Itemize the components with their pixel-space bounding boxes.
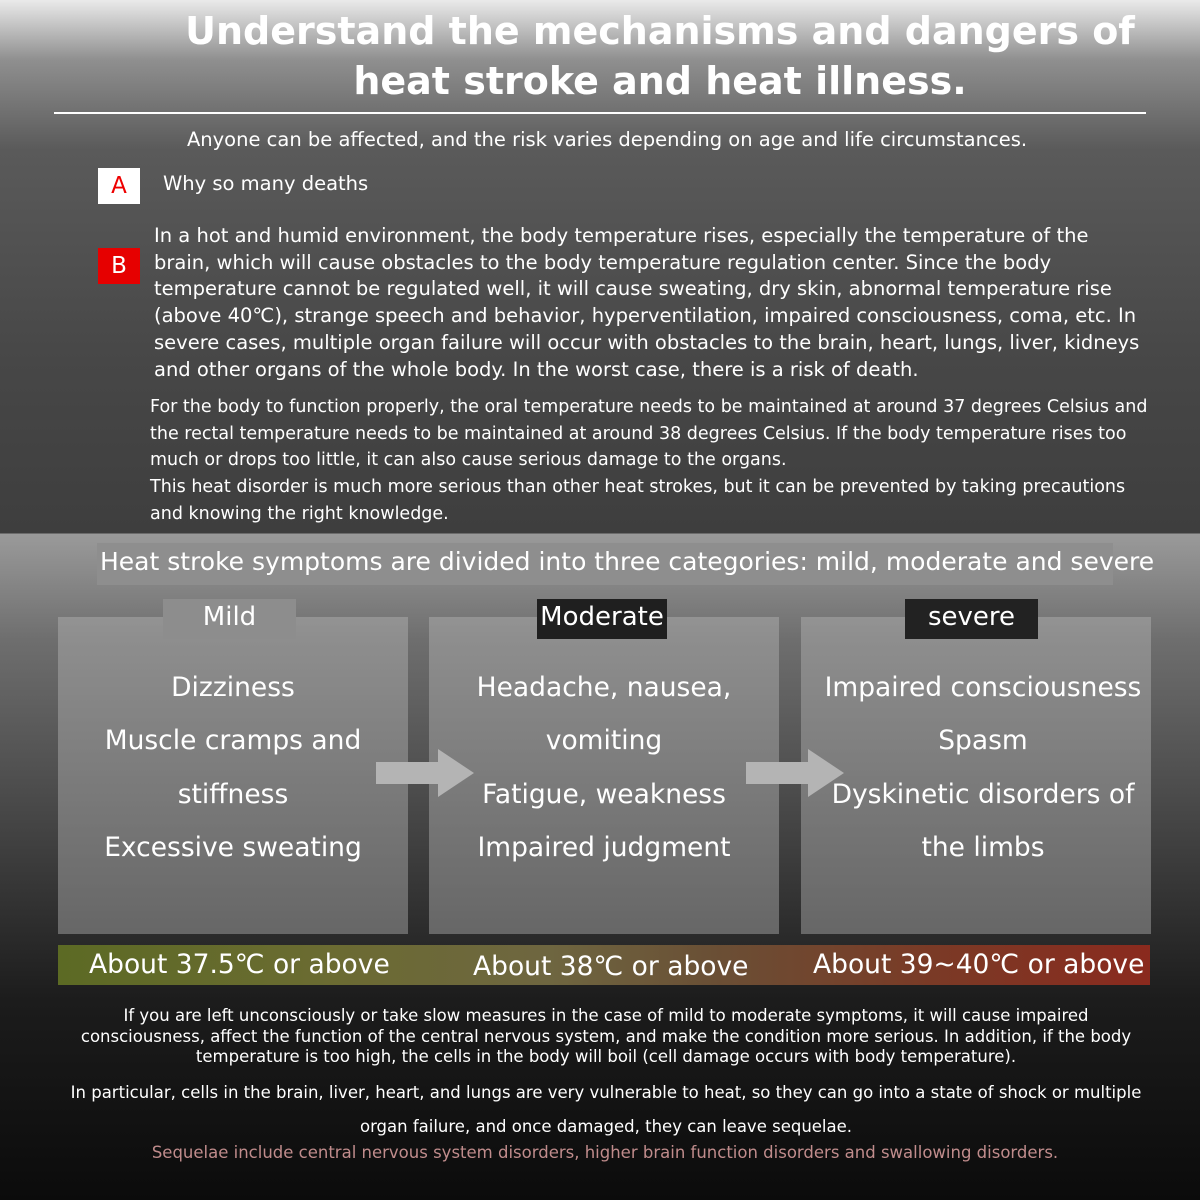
title-divider — [54, 112, 1146, 114]
footer-line: organ failure, and once damaged, they can leave sequelae. — [359, 1116, 853, 1136]
symptom-line: Muscle cramps and — [104, 725, 362, 757]
severe-temperature: About 39~40℃ or above — [813, 949, 1145, 980]
symptoms-banner: Heat stroke symptoms are divided into three categories: mild, moderate and severe — [97, 543, 1113, 585]
symptom-line: Impaired consciousness — [824, 672, 1142, 703]
right-arrow-icon — [376, 749, 476, 797]
prevention-paragraph: This heat disorder is much more serious than other heat strokes, but it can be prevented by taking precautions and knowing the right knowledge. — [150, 477, 1126, 524]
symptom-line: stiffness — [177, 778, 289, 810]
sequelae-note: Sequelae include central nervous system disorders, higher brain function disorders and swallowing disorders. — [151, 1143, 1059, 1162]
body-temperature-paragraph: For the body to function properly, the oral temperature needs to be maintained at around 37 degrees Celsius and the rectal temperature needs to be maintained at around 38 degrees Celsius. If the body temperature rises too much or drops too little, it can also cause serious damage to the organs. — [150, 397, 1148, 471]
symptom-line: Dizziness — [171, 672, 295, 703]
symptom-line: Impaired judgment — [477, 831, 731, 863]
symptom-line: Fatigue, weakness — [482, 778, 726, 810]
symptom-line: Spasm — [938, 725, 1028, 757]
symptom-line: Excessive sweating — [104, 831, 362, 863]
category-label-severe: severe — [905, 599, 1038, 639]
section-a-badge: A — [98, 168, 140, 204]
category-label-mild: Mild — [163, 599, 296, 639]
symptom-line: vomiting — [545, 725, 663, 757]
symptom-line: the limbs — [921, 831, 1045, 863]
symptom-line: Dyskinetic disorders of — [831, 778, 1135, 810]
footer-line: In particular, cells in the brain, liver, heart, and lungs are very vulnerable to heat, so they can go into a state of shock or multiple — [70, 1083, 1142, 1102]
right-arrow-icon — [746, 749, 846, 797]
symptom-line: Headache, nausea, — [476, 672, 732, 703]
section-b-text: In a hot and humid environment, the body temperature rises, especially the temperature of the brain, which will cause obstacles to the body temperature regulation center. Since the body temperature cannot be regulated well, it will cause sweating, dry skin, abnormal temperature rise (above 40℃), strange speech and behavior, hyperventilation, impaired consciousness, coma, etc. In severe cases, multiple organ failure will occur with obstacles to the brain, heart, lungs, liver, kidneys and other organs of the whole body. In the worst case, there is a risk of death. — [154, 224, 1140, 381]
severe-symptom-list — [808, 661, 1158, 874]
moderate-symptom-list — [429, 661, 779, 874]
body-temperature-text — [150, 394, 1150, 528]
mild-symptom-list — [58, 661, 408, 874]
page-title: Understand the mechanisms and dangers of heat stroke and heat illness. — [185, 9, 1135, 103]
footer-paragraph-consequences: If you are left unconsciously or take slow measures in the case of mild to moderate symptoms, it will cause impaired consciousness, affect the function of the central nervous system, and make the condition more serious. In addition, if the body temperature is too high, the cells in the body will boil (cell damage occurs with body temperature). — [80, 1006, 1132, 1066]
mild-temperature: About 37.5℃ or above — [89, 949, 390, 980]
category-label-moderate: Moderate — [537, 599, 667, 639]
section-b-badge: B — [98, 248, 140, 284]
page-subtitle: Anyone can be affected, and the risk varies depending on age and life circumstances. — [186, 128, 1028, 151]
moderate-temperature: About 38℃ or above — [473, 951, 749, 982]
footer-paragraph-vulnerable-organs — [0, 1076, 1200, 1143]
section-a-label: Why so many deaths — [163, 172, 369, 195]
